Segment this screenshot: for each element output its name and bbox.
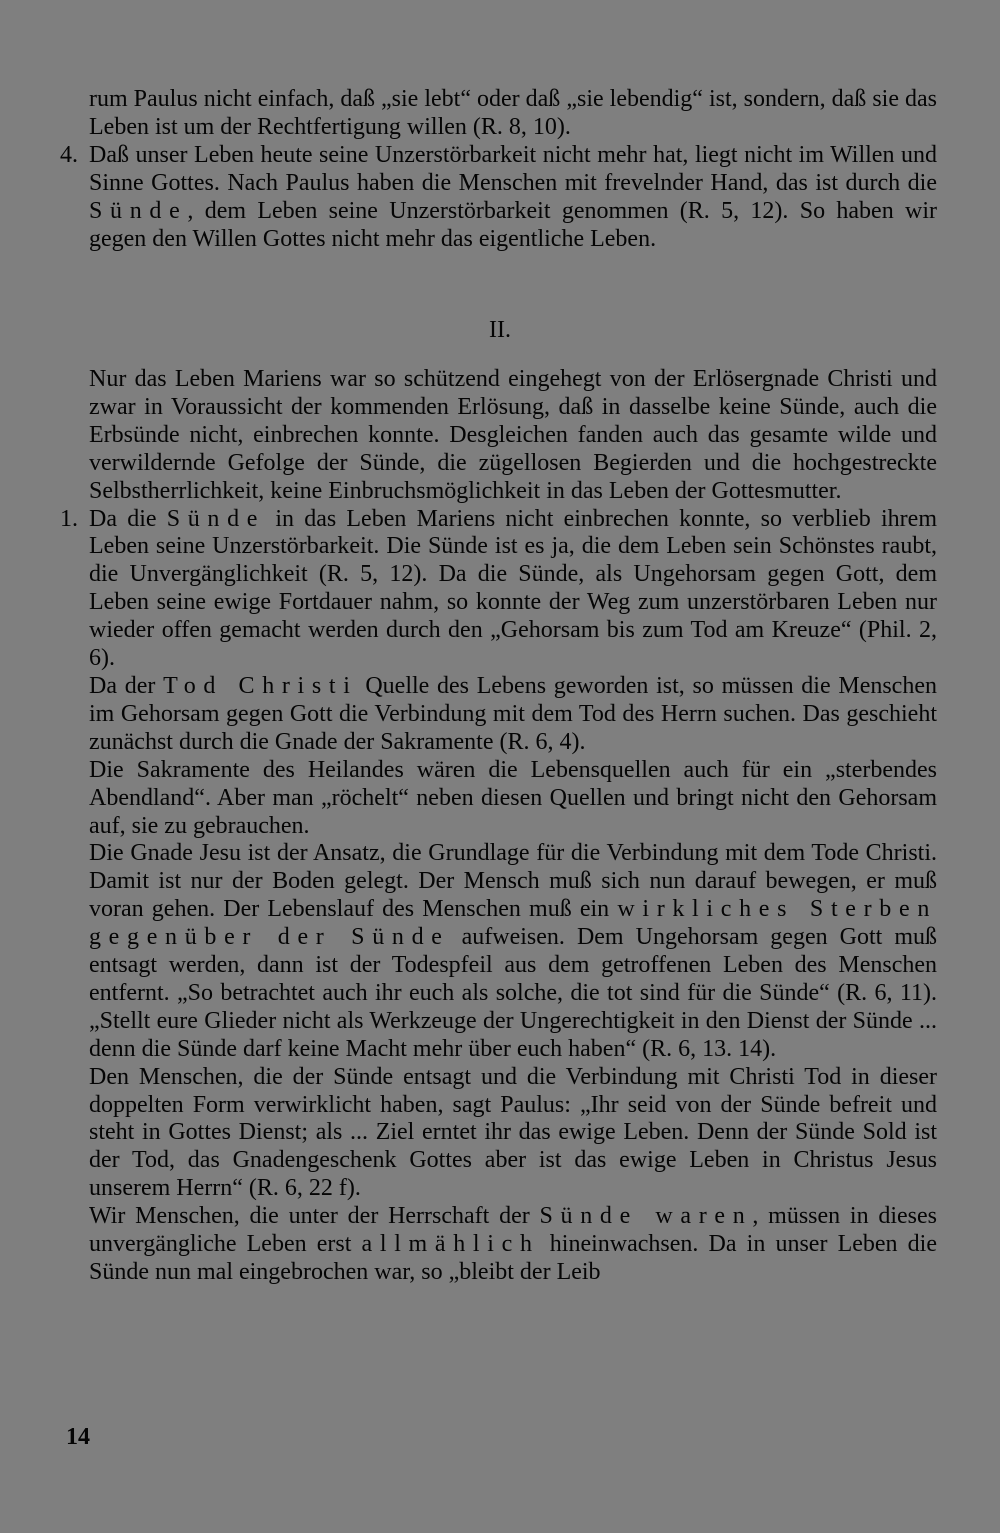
paragraph-text: Nur das Leben Mariens war so schützend eingehegt von der Erlösergnade Christi und zwar in Voraussicht der kommenden Erlösung, daß in dasselbe keine Sünde, auch die Erbsünde nicht, einbrechen konnte. Desgleichen fanden auch das gesamte wilde und verwildernde Gefolge der Sünde, die zügellosen Begierden und die hochgestreckte Selbstherrlichkeit, keine Einbruchsmöglichkeit in das Leben der Gottesmutter. <box>89 366 937 504</box>
paragraph-text: in das Leben Mariens nicht einbrechen konnte, so verblieb ihrem Leben seine Unzerstörbarkeit. Die Sünde ist es ja, die dem Leben sein Schönstes raubt, die Unvergänglichkeit (R. 5, 12). Da die Sünde, als Ungehorsam gegen Gott, dem Leben seine ewige Fortdauer nahm, so konnte der Weg zum unzerstörbaren Leben nur wieder offen gemacht werden durch den „Gehorsam bis zum Tod am Kreuze“ (Phil. 2, 6). <box>89 505 937 672</box>
top-text-block <box>60 86 937 253</box>
paragraph-text: Die Sakramente des Heilandes wären die Lebensquellen auch für ein „sterbendes Abendland“. Aber man „röchelt“ neben diesen Quellen und bringt nicht den Gehorsam auf, sie zu gebrauchen. <box>89 756 937 839</box>
list-number: 1. <box>60 505 78 532</box>
list-number: 4. <box>60 141 78 168</box>
spaced-emphasis: allmählich <box>361 1231 540 1258</box>
spaced-emphasis: wirkliches Sterben gegenüber der Sünde <box>89 896 937 951</box>
paragraph <box>89 366 937 506</box>
section-heading: II. <box>489 317 511 343</box>
spaced-emphasis: Tod Christi <box>163 672 358 699</box>
numbered-paragraph-1 <box>60 505 937 673</box>
main-text-block <box>60 366 938 1287</box>
paragraph-text: Da der <box>89 672 164 699</box>
paragraph <box>89 1064 937 1204</box>
paragraph-text: Wir Menschen, die unter der Herrschaft der <box>89 1203 540 1230</box>
paragraph <box>89 757 937 841</box>
spaced-emphasis: Sünde <box>89 197 188 224</box>
paragraph-text: Da die <box>89 505 167 532</box>
paragraph-text: Die Gnade Jesu ist der Ansatz, die Grundlage für die Verbindung mit dem Tode Christi. Damit ist nur der Boden gelegt. Der Mensch muß sich nun darauf bewegen, er muß voran gehen. Der Lebenslauf des Menschen muß ein <box>89 840 937 923</box>
paragraph-text: rum Paulus nicht einfach, daß „sie lebt“ oder daß „sie lebendig“ ist, sondern, daß sie das Leben ist um der Rechtfertigung willen (R. 8, 10). <box>89 86 937 140</box>
paragraph-text: aufweisen. Dem Ungehorsam gegen Gott muß entsagt werden, dann ist der Todespfeil aus dem getroffenen Leben des Menschen entfernt. „So betrachtet auch ihr euch als solche, die tot sind für die Sünde“ (R. 6, 11). „Stellt eure Glieder nicht als Werkzeuge der Ungerechtigkeit in den Dienst der Sünde ... denn die Sünde darf keine Macht mehr über euch haben“ (R. 6, 13. 14). <box>89 924 938 1062</box>
paragraph <box>89 1203 937 1287</box>
paragraph <box>89 840 937 1063</box>
paragraph-text: Daß unser Leben heute seine Unzerstörbarkeit nicht mehr hat, liegt nicht im Willen und Sinne Gottes. Nach Paulus haben die Menschen mit frevelnder Hand, das ist durch die <box>89 141 937 196</box>
paragraph-text: Quelle des Lebens geworden ist, so müssen die Menschen im Gehorsam gegen Gott die Verbindung mit dem Tod des Herrn suchen. Das geschieht zunächst durch die Gnade der Sakramente (R. 6, 4). <box>89 672 937 755</box>
spaced-emphasis: Sünde <box>166 505 266 532</box>
spaced-emphasis: Sünde waren <box>539 1203 753 1230</box>
numbered-paragraph-4 <box>60 141 937 254</box>
page-number: 14 <box>66 1424 90 1450</box>
paragraph-continuation <box>89 86 937 142</box>
paragraph <box>89 673 937 757</box>
paragraph-text: , dem Leben seine Unzerstörbarkeit genommen (R. 5, 12). So haben wir gegen den Willen Gottes nicht mehr das eigentliche Leben. <box>89 197 937 252</box>
paragraph-text: Den Menschen, die der Sünde entsagt und die Verbindung mit Christi Tod in dieser doppelten Form verwirklicht haben, sagt Paulus: „Ihr seid von der Sünde befreit und steht in Gottes Dienst; als ... Ziel erntet ihr das ewige Leben. Denn der Sünde Sold ist der Tod, das Gnadengeschenk Gottes aber ist das ewige Leben in Christus Jesus unserem Herrn“ (R. 6, 22 f). <box>89 1063 937 1202</box>
paragraph-text: , müssen in dieses unvergängliche Leben erst <box>89 1203 937 1258</box>
paragraph-text: hineinwachsen. Da in unser Leben die Sünde nun mal eingebrochen war, so „bleibt der Leib <box>89 1231 937 1285</box>
